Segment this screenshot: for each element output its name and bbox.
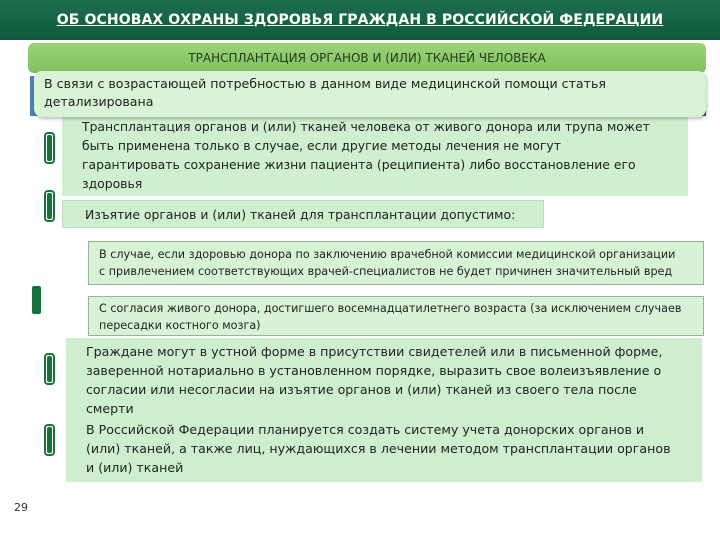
point-line: В Российской Федерации планируется создать систему учета донорских органов и [86, 422, 645, 437]
point-line: В случае, если здоровью донора по заключению врачебной комиссии медицинской организации [99, 248, 676, 261]
point-line: С согласия живого донора, достигшего восемнадцатилетнего возраста (за исключением случаев [99, 302, 682, 315]
point-line: заверенной нотариально в установленном порядке, выразить свое волеизъявление о [86, 363, 662, 378]
point-line: Трансплантация органов и (или) тканей человека от живого донора или трупа может [82, 119, 650, 134]
point-line: быть применена только в случае, если другие методы лечения не могут [82, 138, 561, 153]
points-citizens-and-registry [66, 338, 702, 482]
point-line: с привлечением соответствующих врачей-специалистов не будет причинен значительный вред [99, 265, 673, 278]
bullet-marker [44, 132, 55, 164]
bullet-marker [32, 286, 41, 314]
point-line: Граждане могут в устной форме в присутствии свидетелей или в письменной форме, [86, 344, 663, 359]
page-number: 29 [14, 501, 28, 514]
slide-subtitle: ТРАНСПЛАНТАЦИЯ ОРГАНОВ И (ИЛИ) ТКАНЕЙ ЧЕЛОВЕКА [28, 43, 706, 73]
bullet-marker [44, 424, 55, 456]
point-line: смерти [86, 401, 134, 416]
point-line: пересадки костного мозга) [99, 319, 261, 332]
point-line: (или) тканей, а также лиц, нуждающихся в лечении методом трансплантации органов [86, 441, 671, 456]
slide-title: ОБ ОСНОВАХ ОХРАНЫ ЗДОРОВЬЯ ГРАЖДАН В РОССИЙСКОЙ ФЕДЕРАЦИИ [0, 0, 720, 40]
point-removal-allowed: Изъятие органов и (или) тканей для трансплантации допустимо: [62, 200, 544, 228]
intro-box [34, 71, 706, 117]
point-line: гарантировать сохранение жизни пациента (реципиента) либо восстановление его [82, 157, 636, 172]
point-line: здоровья [82, 176, 143, 191]
point-line: согласии или несогласии на изъятие органов и (или) тканей из своего тела после [86, 382, 637, 397]
intro-line: В связи с возрастающей потребностью в данном виде медицинской помощи статья [44, 76, 606, 91]
point-line: и (или) тканей [86, 460, 184, 475]
subpoint-donor-consent [88, 296, 704, 336]
bullet-marker [44, 190, 55, 222]
intro-line: детализирована [44, 94, 154, 109]
subpoint-donor-health [88, 241, 704, 285]
bullet-marker [44, 353, 55, 385]
point-transplant-conditions [62, 114, 688, 196]
